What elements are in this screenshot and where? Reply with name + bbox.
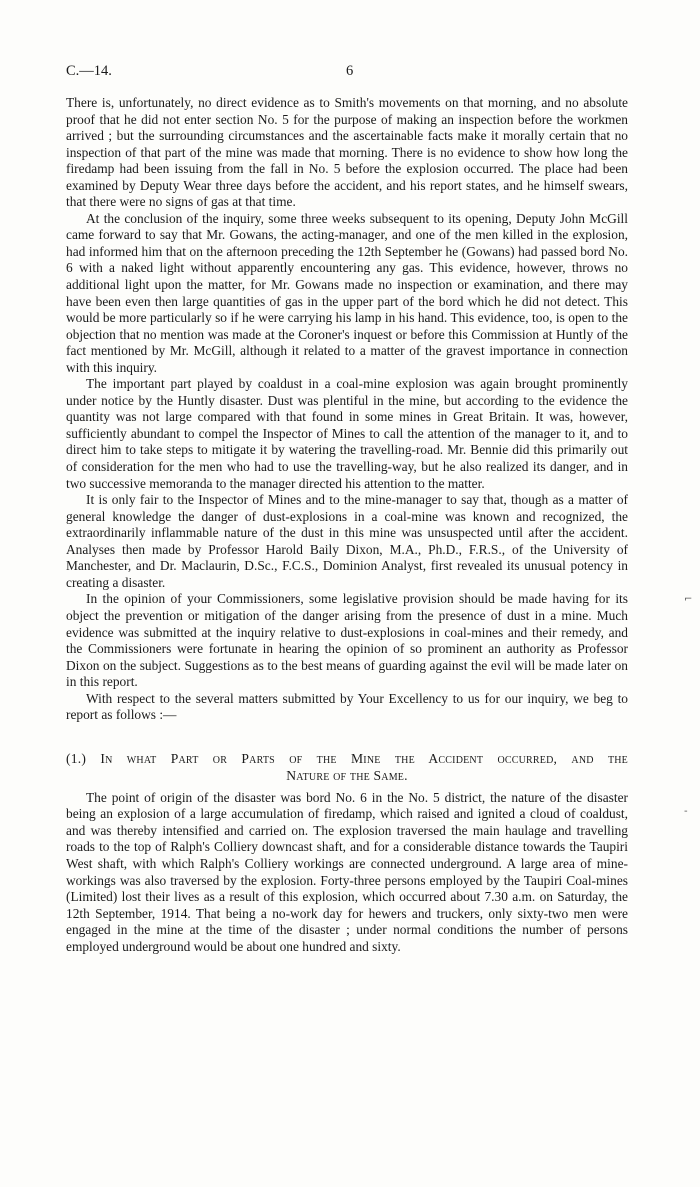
page-header — [66, 63, 628, 83]
page-number: 6 — [346, 63, 354, 79]
section-heading — [66, 750, 628, 784]
margin-mark-right: ⌐ — [684, 594, 693, 605]
section-heading-line-2: Nature of the Same. — [286, 767, 408, 783]
document-reference: C.—14. — [66, 63, 112, 79]
report-body — [66, 95, 628, 955]
paragraph-legislative-provision: In the opinion of your Commissioners, some legislative provision should be made having for its object the prevention or mitigation of the danger arising from the presence of dust in a mine. Much evidence was submitted at the inquiry relative to dust-explosions in coal-mines and their remedy, and the Commissioners were fortunate in hearing the opinion of so prominent an authority as Professor Dixon on the subject. Suggestions as to the best means of guarding against the evil will be made later on in this report. — [66, 591, 628, 690]
paragraph-inspector-fairness: It is only fair to the Inspector of Mines and to the mine-manager to say that, though as a matter of general knowledge the danger of dust-explosions in a coal-mine was known and recognized, the extraordinarily inflammable nature of the dust in this mine was unsuspected until after the accident. Analyses then made by Professor Harold Baily Dixon, M.A., Ph.D., F.R.S., of the University of Manchester, and Dr. Maclaurin, D.Sc., F.C.S., Dominion Analyst, first revealed its unusual potency in creating a disaster. — [66, 492, 628, 590]
section-heading-line-1: (1.) In what Part or Parts of the Mine the Accident occurred, and the — [66, 750, 628, 766]
paragraph-smith-evidence: There is, unfortunately, no direct evidence as to Smith's movements on that morning, and no absolute proof that he did not enter section No. 5 for the purpose of making an inspection before the workmen arrived ; but the surrounding circumstances and the ascertainable facts make it morally certain that no inspection of that part of the mine was made that morning. There is no evidence to show how long the firedamp had been issuing from the fall in No. 5 before the explosion occurred. The place had been examined by Deputy Wear three days before the accident, and his report states, and he himself swears, that there were no signs of gas at that time. — [66, 95, 628, 210]
paragraph-coaldust: The important part played by coaldust in a coal-mine explosion was again brought prominently under notice by the Huntly disaster. Dust was plentiful in the mine, but according to the evidence the quantity was not large compared with that found in some mines in Great Britain. It was, however, sufficiently abundant to compel the Inspector of Mines to call the attention of the manager to it, and to direct him to take steps to mitigate it by watering the travelling-road. Mr. Bennie did this primarily out of consideration for the men who had to use the travelling-way, but he also realized its danger, and in two successive memoranda to the manager directed his attention to the matter. — [66, 376, 628, 491]
paragraph-report-intro: With respect to the several matters submitted by Your Excellency to us for our inquiry, we beg to report as follows :— — [66, 690, 628, 723]
paragraph-mcgill-evidence: At the conclusion of the inquiry, some three weeks subsequent to its opening, Deputy John McGill came forward to say that Mr. Gowans, the acting-manager, and one of the men killed in the explosion, had informed him that on the afternoon preceding the 12th September he (Gowans) had passed bord No. 6 with a naked light without apparently encountering any gas. This evidence, however, throws no additional light upon the matter, for Mr. Gowans made no inspection or examination, and there may have been even then large quantities of gas in the upper part of the bord which he did not detect. This would be more particularly so if he were carrying his lamp in his hand. This evidence, too, is open to the objection that no mention was made at the Coroner's inquest or before this Commission at Huntly of the fact mentioned by Mr. McGill, although it related to a matter of the gravest importance in connection with this inquiry. — [66, 210, 628, 375]
margin-mark-right-lower: - — [684, 806, 688, 817]
paragraph-point-of-origin: The point of origin of the disaster was bord No. 6 in the No. 5 district, the nature of the disaster being an explosion of a large accumulation of firedamp, which raised and ignited a cloud of coaldust, and was thereby intensified and carried on. The explosion traversed the main haulage and travelling roads to the top of Ralph's Colliery downcast shaft, and for a considerable distance towards the Taupiri West shaft, with which Ralph's Colliery workings are connected underground. A large area of mine-workings was also traversed by the explosion. Forty-three persons employed by the Taupiri Coal-mines (Limited) lost their lives as a result of this explosion, which occurred about 7.30 a.m. on Saturday, the 12th September, 1914. That being a no-work day for hewers and truckers, only sixty-two men were engaged in the mine at the time of the disaster ; under normal conditions the number of persons employed underground would be about one hundred and sixty. — [66, 789, 628, 954]
